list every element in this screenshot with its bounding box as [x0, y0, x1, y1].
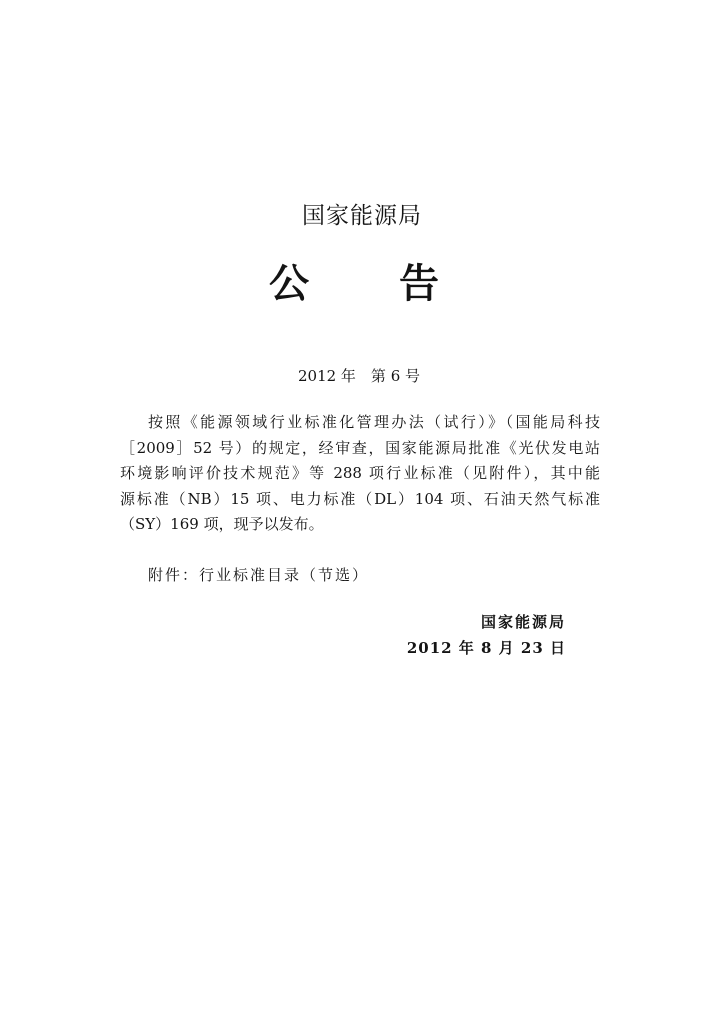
announcement-number: 2012 年 第 6 号: [297, 367, 421, 385]
announcement-title-char-1: 公: [269, 261, 309, 307]
body-line-2: ［2009］52 号）的规定，经审查，国家能源局批准《光伏发电站: [120, 438, 600, 457]
body-line-1: 按照《能源领域行业标准化管理办法（试行）》（国能局科技: [148, 413, 600, 431]
body-line-4: 源标准（NB）15 项、电力标准（DL）104 项、石油天然气标准: [120, 489, 600, 508]
body-line-3: 环境影响评价技术规范》等 288 项行业标准（见附件），其中能: [120, 464, 600, 483]
attachment-note: 附件：行业标准目录（节选）: [148, 566, 370, 584]
signature-date: 2012 年 8 月 23 日: [406, 639, 566, 657]
body-line-5: （SY）169 项，现予以发布。: [120, 515, 324, 534]
issuer-heading: 国家能源局: [302, 203, 422, 229]
announcement-title-char-2: 告: [399, 261, 439, 307]
signature-issuer: 国家能源局: [480, 613, 566, 631]
announcement-body: [120, 410, 600, 538]
